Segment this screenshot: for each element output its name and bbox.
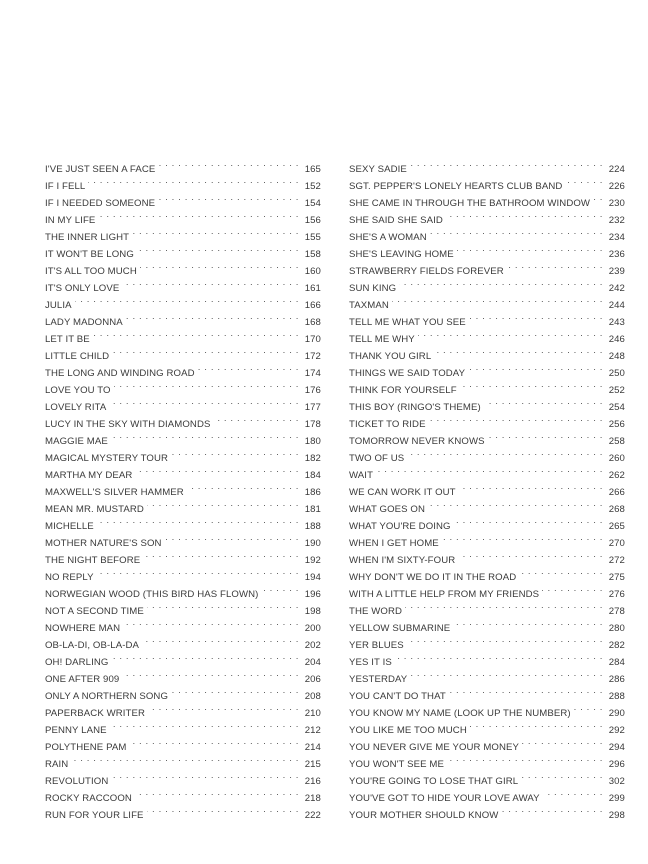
song-title: SHE SAID SHE SAID (349, 215, 443, 226)
dot-leader (501, 801, 603, 818)
song-title: THE NIGHT BEFORE (45, 555, 141, 566)
song-title: WHEN I'M SIXTY-FOUR (349, 555, 456, 566)
page-number: 170 (304, 334, 321, 345)
page-number: 210 (304, 708, 321, 719)
dot-leader (574, 699, 603, 716)
page-number: 296 (608, 759, 625, 770)
song-title: YOU NEVER GIVE ME YOUR MONEY (349, 742, 520, 753)
song-title: TICKET TO RIDE (349, 419, 426, 430)
page-number: 250 (608, 368, 625, 379)
song-title: THANK YOU GIRL (349, 351, 432, 362)
song-title: TELL ME WHY (349, 334, 415, 345)
song-title: THIS BOY (RINGO'S THEME) (349, 402, 481, 413)
page-number: 160 (304, 266, 321, 277)
page-number: 299 (608, 793, 625, 804)
page-number: 177 (304, 402, 321, 413)
page-number: 181 (304, 504, 321, 515)
page-number: 196 (304, 589, 321, 600)
page-number: 222 (304, 810, 321, 821)
dot-leader (410, 155, 603, 172)
dot-leader (507, 257, 603, 274)
index-entry (45, 308, 321, 328)
dot-leader (522, 733, 603, 750)
page-number: 242 (608, 283, 625, 294)
dot-leader (171, 682, 299, 699)
dot-leader (147, 597, 299, 614)
index-entry (349, 461, 625, 481)
song-title: I'VE JUST SEEN A FACE (45, 164, 156, 175)
page-number: 234 (608, 232, 625, 243)
song-title: LITTLE CHILD (45, 351, 110, 362)
song-title: YOU'VE GOT TO HIDE YOUR LOVE AWAY (349, 793, 540, 804)
dot-leader (410, 665, 603, 682)
song-title: TOMORROW NEVER KNOWS (349, 436, 485, 447)
page-number: 258 (608, 436, 625, 447)
song-title: YOU CAN'T DO THAT (349, 691, 446, 702)
dot-leader (521, 767, 603, 784)
song-title: PAPERBACK WRITER (45, 708, 146, 719)
song-title: YOU WON'T SEE ME (349, 759, 444, 770)
dot-leader (399, 274, 603, 291)
dot-leader (457, 240, 603, 257)
page-number: 252 (608, 385, 625, 396)
dot-leader (114, 376, 299, 393)
song-title: WE CAN WORK IT OUT (349, 487, 456, 498)
song-title: ONE AFTER 909 (45, 674, 120, 685)
dot-leader (407, 444, 603, 461)
page-number: 243 (608, 317, 625, 328)
page-number: 282 (608, 640, 625, 651)
index-column-right (349, 155, 625, 821)
dot-leader (123, 614, 299, 631)
page-number: 168 (304, 317, 321, 328)
dot-leader (543, 784, 603, 801)
dot-leader (405, 597, 603, 614)
index-entry (45, 750, 321, 770)
dot-leader (392, 291, 603, 308)
dot-leader (135, 461, 299, 478)
dot-leader (88, 172, 299, 189)
dot-leader (446, 206, 603, 223)
page-number: 172 (304, 351, 321, 362)
dot-leader (148, 699, 299, 716)
page-number: 204 (304, 657, 321, 668)
song-title: YOUR MOTHER SHOULD KNOW (349, 810, 499, 821)
song-title: LOVELY RITA (45, 402, 107, 413)
dot-leader (129, 733, 299, 750)
song-title: REVOLUTION (45, 776, 109, 787)
dot-leader (454, 512, 603, 529)
dot-leader (418, 325, 603, 342)
page-number: 244 (608, 300, 625, 311)
dot-leader (147, 495, 299, 512)
song-title: IF I FELL (45, 181, 86, 192)
song-title: NOT A SECOND TIME (45, 606, 144, 617)
dot-leader (460, 376, 603, 393)
song-title: THE WORD (349, 606, 403, 617)
page-number: 280 (608, 623, 625, 634)
dot-leader (147, 801, 299, 818)
song-title: RUN FOR YOUR LIFE (45, 810, 144, 821)
index-entry (349, 478, 625, 498)
page-number: 218 (304, 793, 321, 804)
page-number: 155 (304, 232, 321, 243)
dot-leader (140, 257, 299, 274)
page-number: 198 (304, 606, 321, 617)
dot-leader (126, 308, 299, 325)
dot-leader (111, 427, 299, 444)
page-number: 212 (304, 725, 321, 736)
page-number: 206 (304, 674, 321, 685)
dot-leader (430, 223, 603, 240)
dot-leader (198, 359, 299, 376)
song-title: SHE'S LEAVING HOME (349, 249, 454, 260)
dot-leader (122, 665, 299, 682)
page-number: 302 (608, 776, 625, 787)
page-number: 192 (304, 555, 321, 566)
dot-leader (111, 767, 299, 784)
song-title: YOU LIKE ME TOO MUCH (349, 725, 467, 736)
page-number: 268 (608, 504, 625, 515)
index-entry (45, 291, 321, 311)
dot-leader (93, 325, 299, 342)
dot-leader (135, 784, 299, 801)
page-number: 174 (304, 368, 321, 379)
song-title: THINGS WE SAID TODAY (349, 368, 466, 379)
page-number: 158 (304, 249, 321, 260)
dot-leader (75, 291, 299, 308)
page-number: 226 (608, 181, 625, 192)
page-number: 278 (608, 606, 625, 617)
song-title: NOWHERE MAN (45, 623, 121, 634)
song-title: ONLY A NORTHERN SONG (45, 691, 169, 702)
dot-leader (71, 750, 299, 767)
page-number: 182 (304, 453, 321, 464)
song-title: IT WON'T BE LONG (45, 249, 134, 260)
dot-leader (97, 512, 299, 529)
song-title: MAGICAL MYSTERY TOUR (45, 453, 169, 464)
page-number: 166 (304, 300, 321, 311)
page-number: 266 (608, 487, 625, 498)
page-number: 156 (304, 215, 321, 226)
song-title: YOU'RE GOING TO LOSE THAT GIRL (349, 776, 519, 787)
song-title: LOVE YOU TO (45, 385, 111, 396)
song-title: RAIN (45, 759, 69, 770)
song-title: JULIA (45, 300, 72, 311)
page-number: 292 (608, 725, 625, 736)
page-number: 161 (304, 283, 321, 294)
song-title: PENNY LANE (45, 725, 107, 736)
song-title: MOTHER NATURE'S SON (45, 538, 162, 549)
song-title: WHAT GOES ON (349, 504, 426, 515)
dot-leader (447, 750, 603, 767)
dot-leader (112, 342, 299, 359)
song-title: MAGGIE MAE (45, 436, 108, 447)
dot-leader (165, 529, 299, 546)
dot-leader (158, 189, 299, 206)
dot-leader (434, 342, 603, 359)
song-title: NORWEGIAN WOOD (THIS BIRD HAS FLOWN) (45, 589, 259, 600)
page-number: 184 (304, 470, 321, 481)
song-title: THINK FOR YOURSELF (349, 385, 457, 396)
page-number: 165 (304, 164, 321, 175)
dot-leader (97, 563, 299, 580)
dot-leader (593, 189, 603, 206)
dot-leader (442, 529, 603, 546)
dot-leader (565, 172, 603, 189)
page-number: 286 (608, 674, 625, 685)
song-title: LET IT BE (45, 334, 90, 345)
dot-leader (429, 410, 603, 427)
dot-leader (459, 478, 603, 495)
page-number: 200 (304, 623, 321, 634)
page-number: 208 (304, 691, 321, 702)
dot-leader (214, 410, 300, 427)
page-number: 215 (304, 759, 321, 770)
dot-leader (137, 240, 299, 257)
page-number: 256 (608, 419, 625, 430)
song-title: WITH A LITTLE HELP FROM MY FRIENDS (349, 589, 540, 600)
song-title: SUN KING (349, 283, 397, 294)
song-title: MARTHA MY DEAR (45, 470, 133, 481)
dot-leader (122, 274, 299, 291)
dot-leader (158, 155, 299, 172)
song-title: NO REPLY (45, 572, 94, 583)
page-number: 152 (304, 181, 321, 192)
song-title: THE LONG AND WINDING ROAD (45, 368, 195, 379)
index-entry (45, 155, 321, 175)
page-number: 262 (608, 470, 625, 481)
song-title: YES IT IS (349, 657, 392, 668)
song-title: LADY MADONNA (45, 317, 123, 328)
dot-leader (132, 223, 299, 240)
song-title: MAXWELL'S SILVER HAMMER (45, 487, 184, 498)
song-title: MEAN MR. MUSTARD (45, 504, 144, 515)
page-number: 202 (304, 640, 321, 651)
dot-leader (261, 580, 299, 597)
song-title: MICHELLE (45, 521, 94, 532)
dot-leader (395, 648, 603, 665)
dot-leader (143, 546, 299, 563)
song-title: IN MY LIFE (45, 215, 96, 226)
page-number: 188 (304, 521, 321, 532)
index-entry (45, 767, 321, 787)
page-number: 294 (608, 742, 625, 753)
song-title: YOU KNOW MY NAME (LOOK UP THE NUMBER) (349, 708, 571, 719)
page-number: 216 (304, 776, 321, 787)
song-title: IT'S ONLY LOVE (45, 283, 120, 294)
page-number: 254 (608, 402, 625, 413)
song-title: SHE CAME IN THROUGH THE BATHROOM WINDOW (349, 198, 591, 209)
page-number: 298 (608, 810, 625, 821)
page-number: 236 (608, 249, 625, 260)
dot-leader (488, 427, 603, 444)
song-title: TELL ME WHAT YOU SEE (349, 317, 466, 328)
page-number: 265 (608, 521, 625, 532)
page-number: 288 (608, 691, 625, 702)
index-column-left (45, 155, 321, 821)
dot-leader (109, 393, 299, 410)
song-title: OB-LA-DI, OB-LA-DA (45, 640, 140, 651)
page-number: 186 (304, 487, 321, 498)
page-number: 214 (304, 742, 321, 753)
dot-leader (468, 359, 603, 376)
page-number: 194 (304, 572, 321, 583)
song-title: SEXY SADIE (349, 164, 407, 175)
page-number: 239 (608, 266, 625, 277)
song-title: WAIT (349, 470, 374, 481)
song-title: OH! DARLING (45, 657, 109, 668)
song-title: ROCKY RACCOON (45, 793, 132, 804)
song-title: WHEN I GET HOME (349, 538, 439, 549)
page-number: 232 (608, 215, 625, 226)
song-title: IF I NEEDED SOMEONE (45, 198, 156, 209)
song-title: SHE'S A WOMAN (349, 232, 427, 243)
dot-leader (187, 478, 299, 495)
dot-leader (407, 631, 603, 648)
song-title: TWO OF US (349, 453, 405, 464)
page-number: 230 (608, 198, 625, 209)
song-title: YER BLUES (349, 640, 404, 651)
page-number: 284 (608, 657, 625, 668)
dot-leader (171, 444, 299, 461)
song-title: YELLOW SUBMARINE (349, 623, 451, 634)
dot-leader (542, 580, 603, 597)
song-title: STRAWBERRY FIELDS FOREVER (349, 266, 504, 277)
index-entry (349, 308, 625, 328)
dot-leader (484, 393, 603, 410)
song-title: TAXMAN (349, 300, 389, 311)
page-number: 224 (608, 164, 625, 175)
song-title: SGT. PEPPER'S LONELY HEARTS CLUB BAND (349, 181, 563, 192)
page-number: 154 (304, 198, 321, 209)
page-number: 260 (608, 453, 625, 464)
dot-leader (98, 206, 299, 223)
song-title: WHAT YOU'RE DOING (349, 521, 451, 532)
dot-leader (458, 546, 603, 563)
page-number: 272 (608, 555, 625, 566)
song-title: WHY DON'T WE DO IT IN THE ROAD (349, 572, 517, 583)
page-number: 246 (608, 334, 625, 345)
page-number: 290 (608, 708, 625, 719)
dot-leader (142, 631, 299, 648)
dot-leader (110, 716, 299, 733)
dot-leader (428, 495, 603, 512)
song-title: THE INNER LIGHT (45, 232, 130, 243)
page-number: 270 (608, 538, 625, 549)
dot-leader (449, 682, 603, 699)
page-number: 276 (608, 589, 625, 600)
dot-leader (453, 614, 603, 631)
song-title: LUCY IN THE SKY WITH DIAMONDS (45, 419, 211, 430)
index-entry (45, 189, 321, 209)
dot-leader (469, 308, 603, 325)
dot-leader (376, 461, 603, 478)
page-number: 248 (608, 351, 625, 362)
dot-leader (470, 716, 603, 733)
page-number: 176 (304, 385, 321, 396)
page-number: 180 (304, 436, 321, 447)
page-number: 178 (304, 419, 321, 430)
song-title: IT'S ALL TOO MUCH (45, 266, 137, 277)
index-entry (349, 155, 625, 175)
dot-leader (111, 648, 299, 665)
page-number: 275 (608, 572, 625, 583)
song-title: YESTERDAY (349, 674, 408, 685)
dot-leader (519, 563, 603, 580)
song-title: POLYTHENE PAM (45, 742, 127, 753)
page-number: 190 (304, 538, 321, 549)
